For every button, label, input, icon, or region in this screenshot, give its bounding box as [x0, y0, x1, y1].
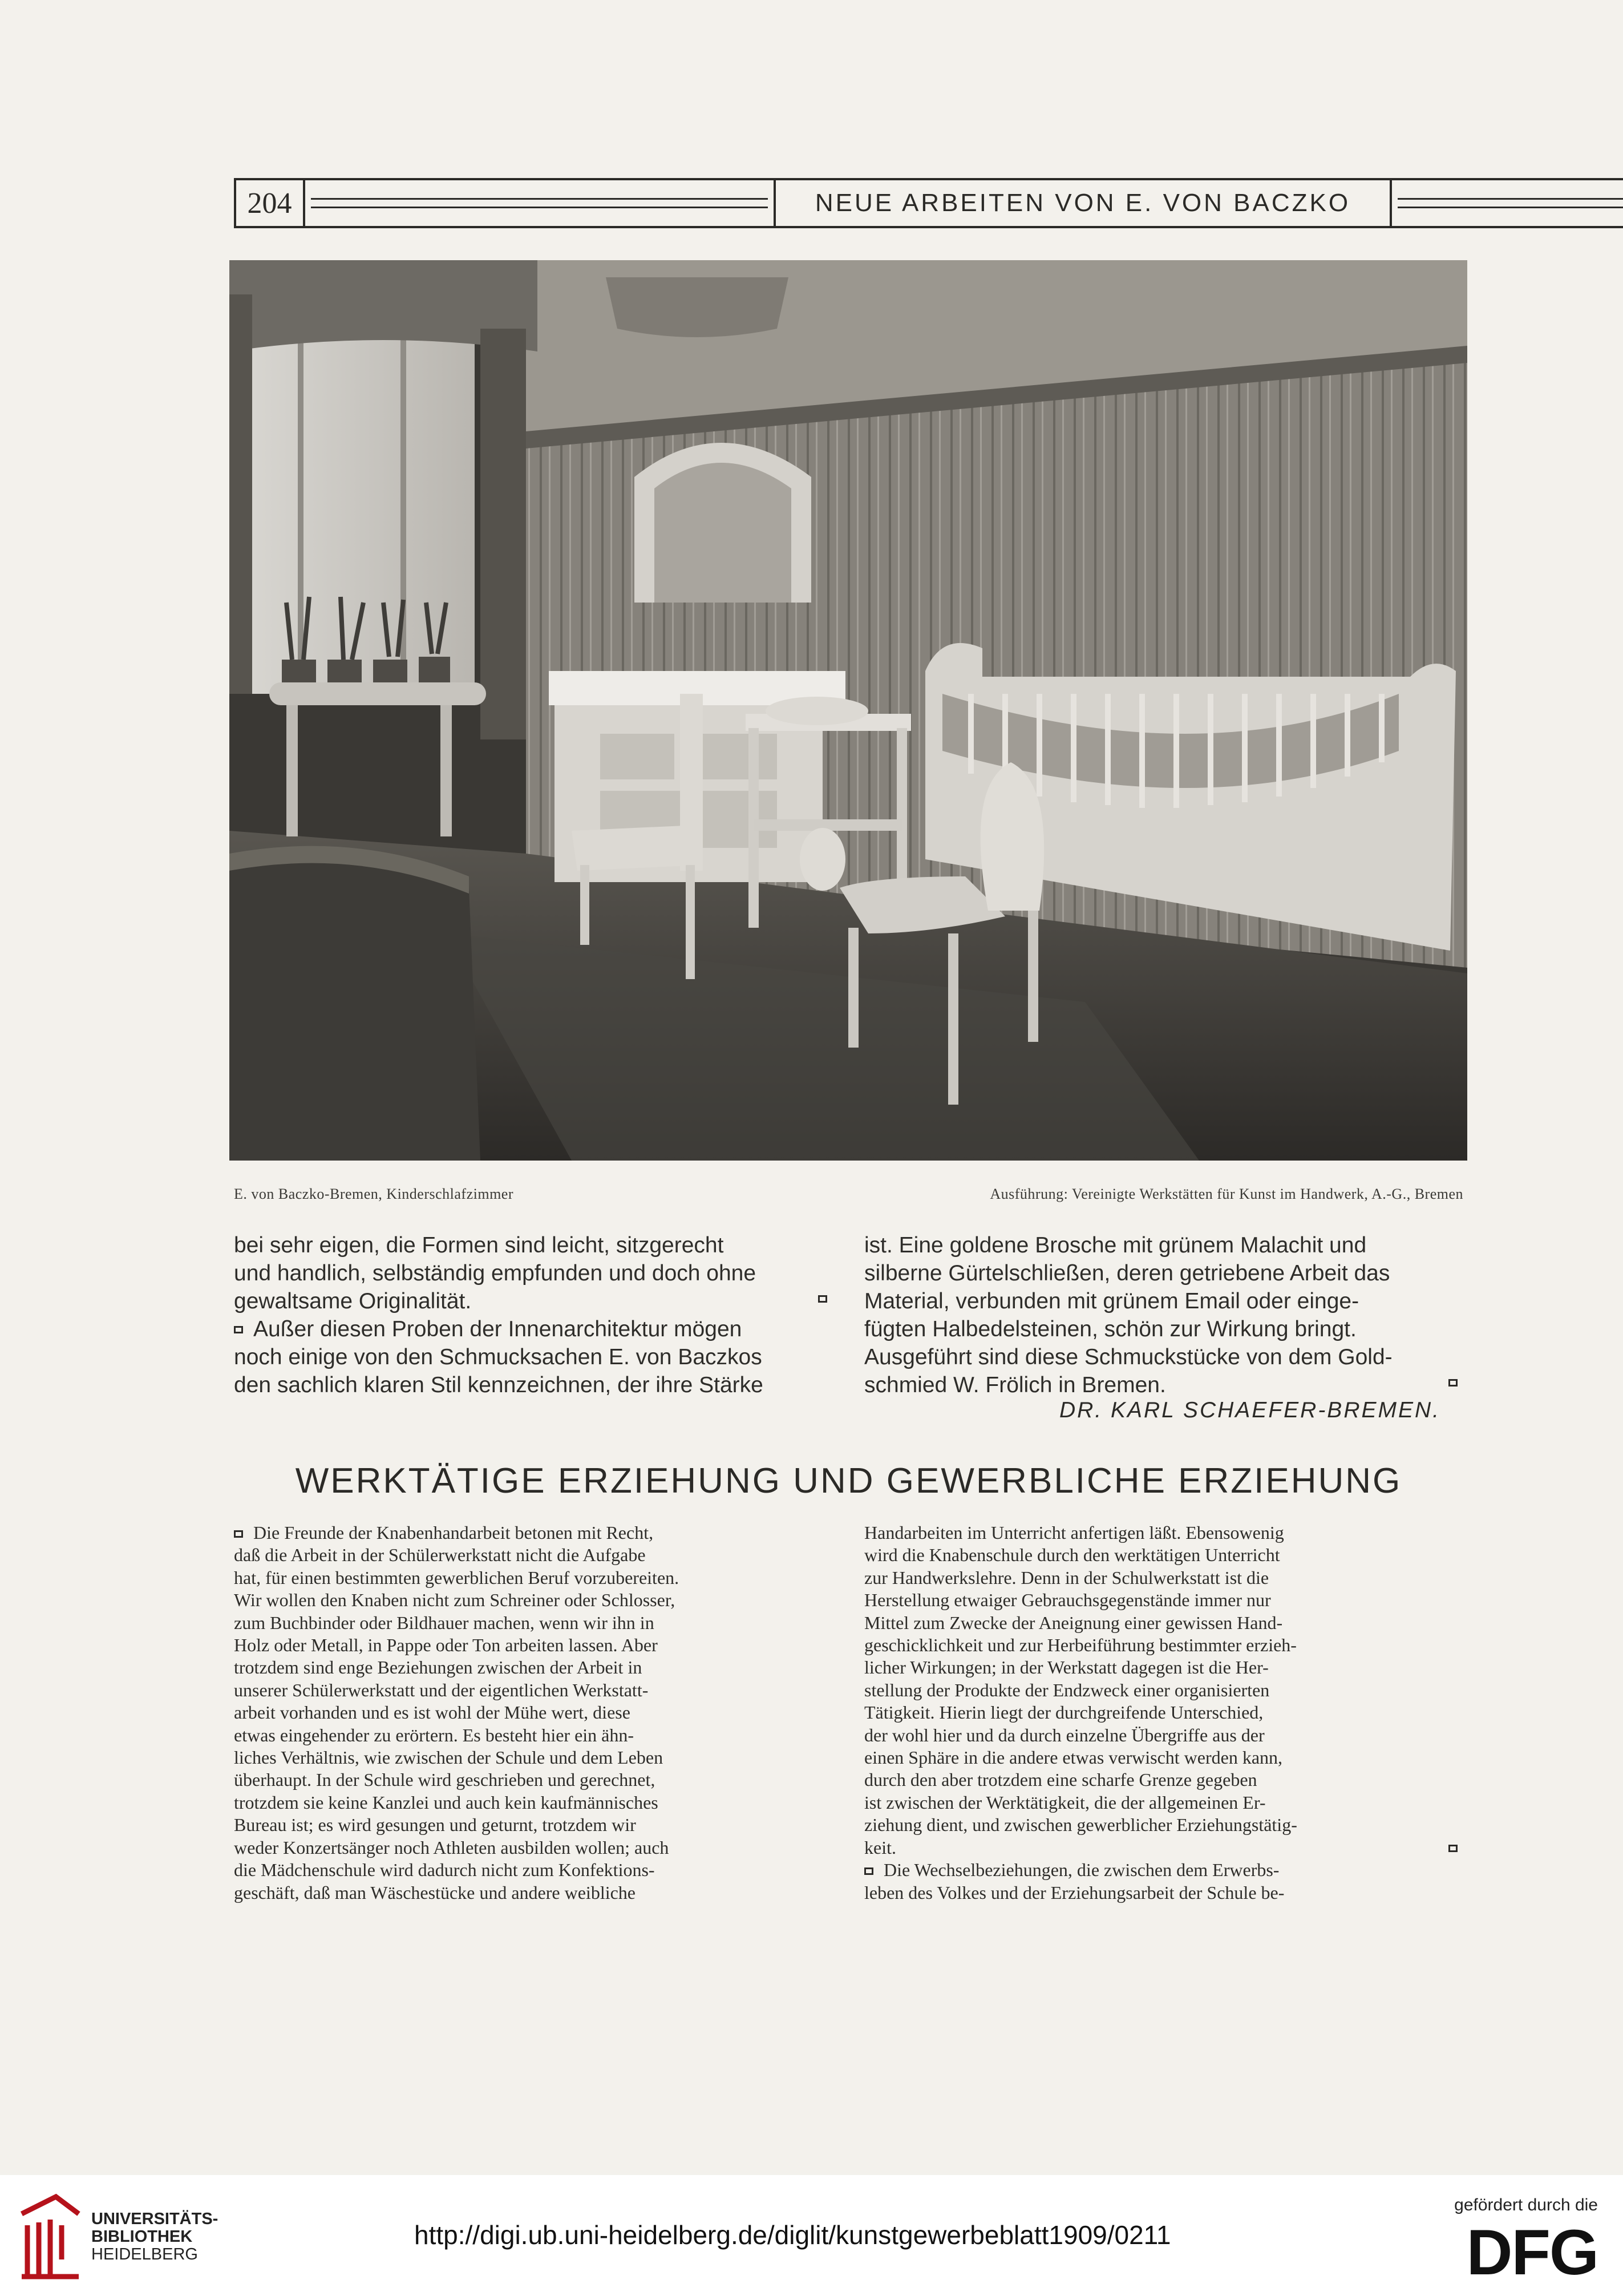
text-line: geschicklichkeit und zur Herbeiführung bestimmter erzieh-: [864, 1635, 1297, 1656]
text-line: schmied W. Frölich in Bremen.: [864, 1371, 1463, 1399]
article1-right-column: [864, 1231, 1463, 1399]
text-line: keit.: [864, 1837, 1463, 1859]
funding-note: gefördert durch die: [1454, 2196, 1598, 2214]
text-line: noch einige von den Schmucksachen E. von Baczkos: [234, 1345, 762, 1369]
text-line: der wohl hier und da durch einzelne Übergriffe aus der: [864, 1724, 1265, 1745]
paragraph-mark-icon: [1448, 1845, 1458, 1852]
text-line: Wir wollen den Knaben nicht zum Schreiner oder Schlosser,: [234, 1590, 675, 1611]
paragraph-mark-icon: [1448, 1379, 1458, 1387]
text-line: fügten Halbedelsteinen, schön zur Wirkung bringt.: [864, 1317, 1357, 1341]
text-line: liches Verhältnis, wie zwischen der Schule und dem Leben: [234, 1747, 663, 1768]
text-line: Die Freunde der Knabenhandarbeit betonen mit Recht,: [234, 1522, 833, 1544]
text-line: einen Sphäre in die andere etwas verwischt werden kann,: [864, 1747, 1283, 1768]
text-line: die Mädchenschule wird dadurch nicht zum Konfektions-: [234, 1860, 655, 1881]
text-line: und handlich, selbständig empfunden und doch ohne: [234, 1261, 756, 1286]
text-line: zur Handwerkslehre. Denn in der Schulwerkstatt ist die: [864, 1567, 1269, 1588]
text-line: bei sehr eigen, die Formen sind leicht, sitzgerecht: [234, 1233, 724, 1258]
paragraph-mark-icon: [864, 1867, 873, 1875]
text-line: ist zwischen der Werktätigkeit, die der allgemeinen Er-: [864, 1792, 1266, 1813]
article2-heading: WERKTÄTIGE ERZIEHUNG UND GEWERBLICHE ERZIEHUNG: [295, 1461, 1402, 1501]
text-line: ziehung dient, und zwischen gewerblicher Erziehungstätig-: [864, 1814, 1297, 1836]
text-line: unserer Schülerwerkstatt und der eigentlichen Werkstatt-: [234, 1679, 649, 1700]
text-line: licher Wirkungen; in der Werkstatt dagegen ist die Her-: [864, 1657, 1269, 1678]
article2-right-column: [864, 1522, 1463, 1904]
text-line: Die Wechselbeziehungen, die zwischen dem Erwerbs-: [864, 1859, 1463, 1881]
text-line: Mittel zum Zwecke der Aneignung einer gewissen Hand-: [864, 1612, 1283, 1633]
text-line: Außer diesen Proben der Innenarchitektur mögen: [234, 1315, 833, 1343]
running-header: [234, 178, 1460, 229]
text-line: durch den aber trotzdem eine scharfe Grenze gegeben: [864, 1769, 1257, 1790]
text-line: trotzdem sind enge Beziehungen zwischen der Arbeit in: [234, 1657, 642, 1678]
article2-left-column: [234, 1522, 833, 1904]
text-line: Ausgeführt sind diese Schmuckstücke von dem Gold-: [864, 1345, 1393, 1369]
text-line: daß die Arbeit in der Schülerwerkstatt nicht die Aufgabe: [234, 1545, 646, 1566]
text-line: Herstellung etwaiger Gebrauchsgegenstände immer nur: [864, 1590, 1271, 1611]
header-title: NEUE ARBEITEN VON E. VON BACZKO: [775, 178, 1391, 228]
text-line: arbeit vorhanden und es ist wohl der Mühe wert, diese: [234, 1702, 630, 1723]
dfg-logo: DFG: [1466, 2217, 1598, 2288]
text-line: Material, verbunden mit grünem Email oder einge-: [864, 1289, 1359, 1313]
text-line: stellung der Produkte der Endzweck einer organisierten: [864, 1679, 1270, 1700]
article1-left-column: [234, 1231, 833, 1399]
header-rule-left: [305, 178, 776, 228]
text-line: weder Konzertsänger noch Athleten ausbilden wollen; auch: [234, 1837, 669, 1858]
text-line: Tätigkeit. Hierin liegt der durchgreifende Unterschied,: [864, 1702, 1264, 1723]
text-line: wird die Knabenschule durch den werktätigen Unterricht: [864, 1545, 1280, 1566]
text-line: zum Buchbinder oder Bildhauer machen, wenn wir ihn in: [234, 1612, 654, 1633]
digitization-footer: [0, 2175, 1623, 2296]
author-signature: DR. KARL SCHAEFER-BREMEN.: [1059, 1398, 1440, 1422]
text-line: trotzdem sie keine Kanzlei und auch kein kaufmännisches: [234, 1792, 658, 1813]
text-line: Holz oder Metall, in Pappe oder Ton arbeiten lassen. Aber: [234, 1635, 658, 1656]
nursery-photograph: [229, 260, 1467, 1161]
text-line: silberne Gürtelschließen, deren getriebene Arbeit das: [864, 1261, 1390, 1286]
text-line: hat, für einen bestimmten gewerblichen Beruf vorzubereiten.: [234, 1567, 679, 1588]
university-library-logo-icon: [16, 2191, 84, 2282]
header-rule-right: [1390, 178, 1623, 228]
text-line: ist. Eine goldene Brosche mit grünem Malachit und: [864, 1233, 1367, 1258]
figure-caption-left: E. von Baczko-Bremen, Kinderschlafzimmer: [234, 1186, 513, 1202]
text-line: den sachlich klaren Stil kennzeichnen, der ihre Stärke: [234, 1373, 763, 1397]
university-library-name: UNIVERSITÄTS- BIBLIOTHEK HEIDELBERG: [91, 2210, 218, 2263]
text-line: Bureau ist; es wird gesungen und geturnt, trotzdem wir: [234, 1814, 636, 1836]
paragraph-mark-icon: [234, 1530, 243, 1538]
source-url-link[interactable]: http://digi.ub.uni-heidelberg.de/diglit/kunstgewerbeblatt1909/0211: [414, 2220, 1171, 2250]
text-line: geschäft, daß man Wäschestücke und andere weibliche: [234, 1882, 636, 1903]
paragraph-mark-icon: [234, 1326, 243, 1333]
text-line: Handarbeiten im Unterricht anfertigen läßt. Ebensowenig: [864, 1522, 1284, 1543]
figure-caption-right: Ausführung: Vereinigte Werkstätten für Kunst im Handwerk, A.-G., Bremen: [990, 1186, 1463, 1202]
text-line: gewaltsame Originalität.: [234, 1287, 833, 1315]
text-line: leben des Volkes und der Erziehungsarbeit der Schule be-: [864, 1882, 1285, 1903]
page-number: 204: [234, 178, 305, 228]
text-line: etwas eingehender zu erörtern. Es besteht hier ein ähn-: [234, 1724, 634, 1745]
text-line: überhaupt. In der Schule wird geschrieben und gerechnet,: [234, 1769, 655, 1790]
paragraph-mark-icon: [818, 1295, 827, 1303]
